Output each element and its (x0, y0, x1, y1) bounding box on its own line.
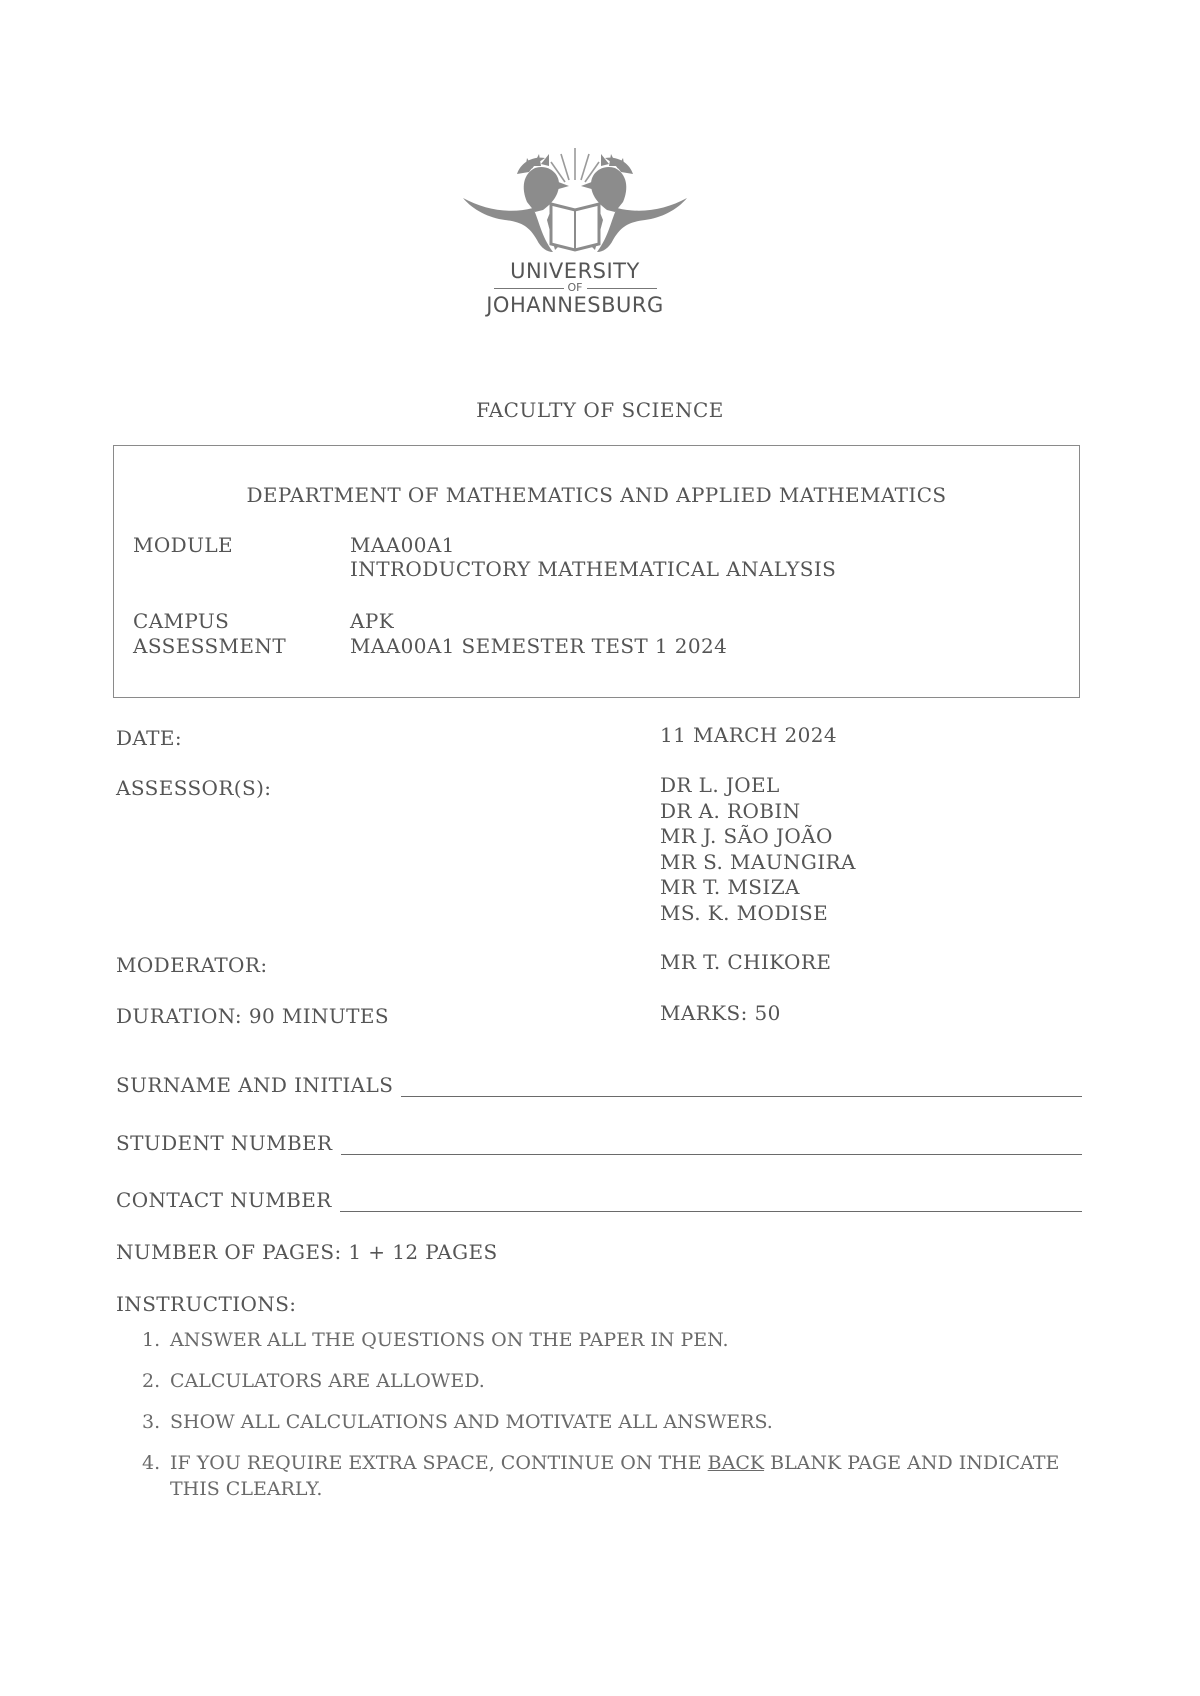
instructions-title: INSTRUCTIONS: (116, 1292, 297, 1316)
instruction-item (142, 1368, 1092, 1394)
instruction-text-part: IF YOU REQUIRE EXTRA SPACE, CONTINUE ON THE (170, 1452, 708, 1474)
module-code: MAA00A1 (350, 533, 455, 557)
assessment-value: MAA00A1 SEMESTER TEST 1 2024 (350, 634, 728, 658)
module-label: MODULE (133, 533, 234, 557)
logo-text-university: UNIVERSITY (510, 259, 640, 283)
assessor-name: MS. K. MODISE (660, 900, 829, 925)
department-info-box (113, 445, 1080, 698)
date-label: DATE: (116, 726, 183, 750)
number-of-pages: NUMBER OF PAGES: 1 + 12 PAGES (116, 1240, 498, 1264)
instructions-list (142, 1327, 1092, 1517)
faculty-title: FACULTY OF SCIENCE (476, 398, 724, 422)
assessors-label: ASSESSOR(S): (116, 776, 272, 800)
assessor-name: DR L. JOEL (660, 773, 780, 797)
surname-fill-line[interactable] (401, 1078, 1082, 1097)
moderator-value: MR T. CHIKORE (660, 950, 832, 974)
student-number-field[interactable] (116, 1131, 1082, 1155)
assessment-label: ASSESSMENT (133, 634, 287, 658)
module-name: INTRODUCTORY MATHEMATICAL ANALYSIS (350, 557, 837, 581)
assessor-name: DR A. ROBIN (660, 798, 801, 823)
instruction-text: CALCULATORS ARE ALLOWED. (170, 1370, 485, 1392)
assessor-name: MR S. MAUNGIRA (660, 849, 856, 874)
instruction-item (142, 1327, 1092, 1353)
logo-text-of: OF (455, 282, 695, 294)
assessors-list (660, 773, 856, 926)
instruction-number: 3. (142, 1411, 161, 1433)
campus-label: CAMPUS (133, 609, 230, 633)
contact-number-fill-line[interactable] (340, 1193, 1082, 1212)
instruction-text: ANSWER ALL THE QUESTIONS ON THE PAPER IN PEN. (170, 1329, 729, 1351)
assessor-name: MR J. SÃO JOÃO (660, 824, 833, 848)
assessor-name: MR T. MSIZA (660, 875, 800, 899)
instruction-number: 2. (142, 1370, 161, 1392)
instruction-text: SHOW ALL CALCULATIONS AND MOTIVATE ALL ANSWERS. (170, 1411, 773, 1433)
twin-bird-emblem-icon (455, 140, 695, 260)
department-title: DEPARTMENT OF MATHEMATICS AND APPLIED MATHEMATICS (246, 483, 947, 507)
campus-value: APK (350, 609, 395, 633)
marks-text: MARKS: 50 (660, 1001, 781, 1025)
university-logo (455, 140, 695, 340)
logo-text-johannesburg: JOHANNESBURG (486, 293, 664, 317)
instruction-text-part: BLANK PAGE AND INDICATE THIS CLEARLY. (170, 1452, 1060, 1500)
instruction-underlined-word: BACK (707, 1452, 765, 1474)
instruction-item (142, 1450, 1092, 1502)
contact-number-label: CONTACT NUMBER (116, 1188, 332, 1212)
duration-text: DURATION: 90 MINUTES (116, 1004, 389, 1028)
student-number-fill-line[interactable] (341, 1136, 1082, 1155)
surname-label: SURNAME AND INITIALS (116, 1073, 394, 1097)
student-number-label: STUDENT NUMBER (116, 1131, 333, 1155)
instruction-item (142, 1409, 1092, 1435)
contact-number-field[interactable] (116, 1188, 1082, 1212)
instruction-number: 1. (142, 1329, 161, 1351)
date-value: 11 MARCH 2024 (660, 723, 837, 747)
moderator-label: MODERATOR: (116, 953, 268, 977)
instruction-number: 4. (142, 1452, 161, 1474)
instruction-text (170, 1452, 1059, 1500)
surname-field[interactable] (116, 1073, 1082, 1097)
